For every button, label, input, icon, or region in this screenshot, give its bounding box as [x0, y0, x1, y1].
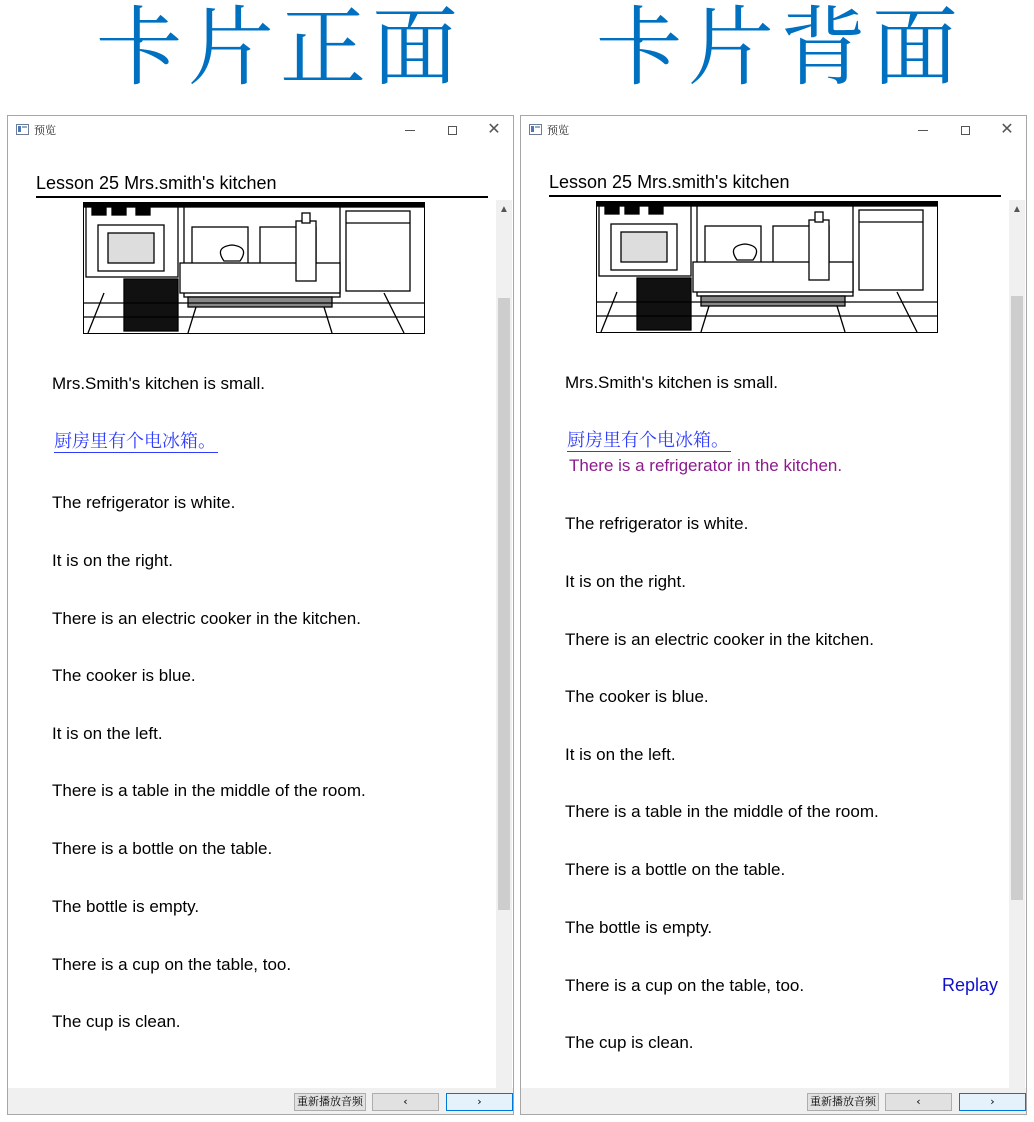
preview-window-back — [520, 115, 1027, 1115]
chinese-sentence-link[interactable]: 厨房里有个电冰箱。 — [567, 430, 729, 451]
sentence: The cup is clean. — [52, 1012, 181, 1031]
scrollbar-thumb[interactable] — [498, 298, 510, 910]
sentence: It is on the right. — [52, 551, 173, 570]
sentence: There is an electric cooker in the kitchen. — [565, 630, 874, 649]
sentence: There is a table in the middle of the room. — [52, 781, 366, 800]
lesson-title: Lesson 25 Mrs.smith's kitchen — [36, 172, 488, 198]
lesson-title: Lesson 25 Mrs.smith's kitchen — [549, 171, 1001, 197]
minimize-icon — [918, 130, 928, 131]
vertical-scrollbar[interactable] — [496, 200, 512, 1088]
kitchen-picture — [596, 201, 938, 333]
maximize-button[interactable] — [432, 118, 472, 142]
close-icon: ✕ — [1000, 121, 1014, 138]
sentence: The cooker is blue. — [52, 666, 196, 685]
vertical-scrollbar[interactable] — [1009, 200, 1025, 1088]
bottom-bar — [8, 1088, 513, 1114]
english-translation: There is a refrigerator in the kitchen. — [569, 456, 843, 475]
sentence: The cup is clean. — [565, 1033, 694, 1052]
sentence: The cooker is blue. — [565, 687, 709, 706]
minimize-button[interactable] — [390, 118, 430, 142]
close-button[interactable] — [987, 118, 1027, 142]
kitchen-picture — [83, 202, 425, 334]
bottom-bar — [521, 1088, 1026, 1114]
sentence: There is an electric cooker in the kitchen. — [52, 609, 361, 628]
prev-button[interactable]: ‹ — [372, 1093, 439, 1111]
sentence: The refrigerator is white. — [52, 493, 236, 512]
sentence: There is a bottle on the table. — [52, 839, 273, 858]
sentence: It is on the left. — [565, 745, 676, 764]
title-bar — [521, 116, 1026, 144]
sentence: The refrigerator is white. — [565, 514, 749, 533]
sentence: There is a table in the middle of the room. — [565, 802, 879, 821]
maximize-icon — [448, 126, 457, 135]
sentence: It is on the left. — [52, 724, 163, 743]
sentence: Mrs.Smith's kitchen is small. — [52, 374, 265, 393]
scroll-up-icon[interactable]: ▲ — [499, 204, 509, 215]
app-icon — [529, 124, 542, 135]
front-heading: 卡片正面 — [96, 0, 464, 98]
sentence: The bottle is empty. — [52, 897, 200, 916]
sentence: There is a cup on the table, too. — [52, 955, 292, 974]
scroll-up-icon[interactable]: ▲ — [1012, 204, 1022, 215]
maximize-button[interactable] — [945, 118, 985, 142]
sentence: Mrs.Smith's kitchen is small. — [565, 373, 778, 392]
preview-window-front — [7, 115, 514, 1115]
sentence: It is on the right. — [565, 572, 686, 591]
replay-audio-button[interactable]: 重新播放音频 — [807, 1093, 879, 1111]
replay-audio-button[interactable]: 重新播放音频 — [294, 1093, 366, 1111]
sentence: There is a cup on the table, too. — [565, 976, 805, 995]
next-button[interactable]: › — [959, 1093, 1026, 1111]
sentence: There is a bottle on the table. — [565, 860, 786, 879]
close-icon: ✕ — [487, 121, 501, 138]
close-button[interactable] — [474, 118, 514, 142]
app-icon — [16, 124, 29, 135]
title-bar — [8, 116, 513, 144]
prev-button[interactable]: ‹ — [885, 1093, 952, 1111]
window-title: 预览 — [34, 125, 56, 137]
back-heading: 卡片背面 — [596, 0, 964, 98]
next-button[interactable]: › — [446, 1093, 513, 1111]
window-title: 预览 — [547, 125, 569, 137]
replay-link[interactable]: Replay — [942, 975, 999, 995]
chinese-sentence-link[interactable]: 厨房里有个电冰箱。 — [54, 431, 216, 452]
kitchen-illustration-icon — [84, 203, 424, 333]
minimize-button[interactable] — [903, 118, 943, 142]
kitchen-illustration-icon — [597, 202, 937, 332]
maximize-icon — [961, 126, 970, 135]
scrollbar-thumb[interactable] — [1011, 296, 1023, 900]
minimize-icon — [405, 130, 415, 131]
sentence: The bottle is empty. — [565, 918, 713, 937]
